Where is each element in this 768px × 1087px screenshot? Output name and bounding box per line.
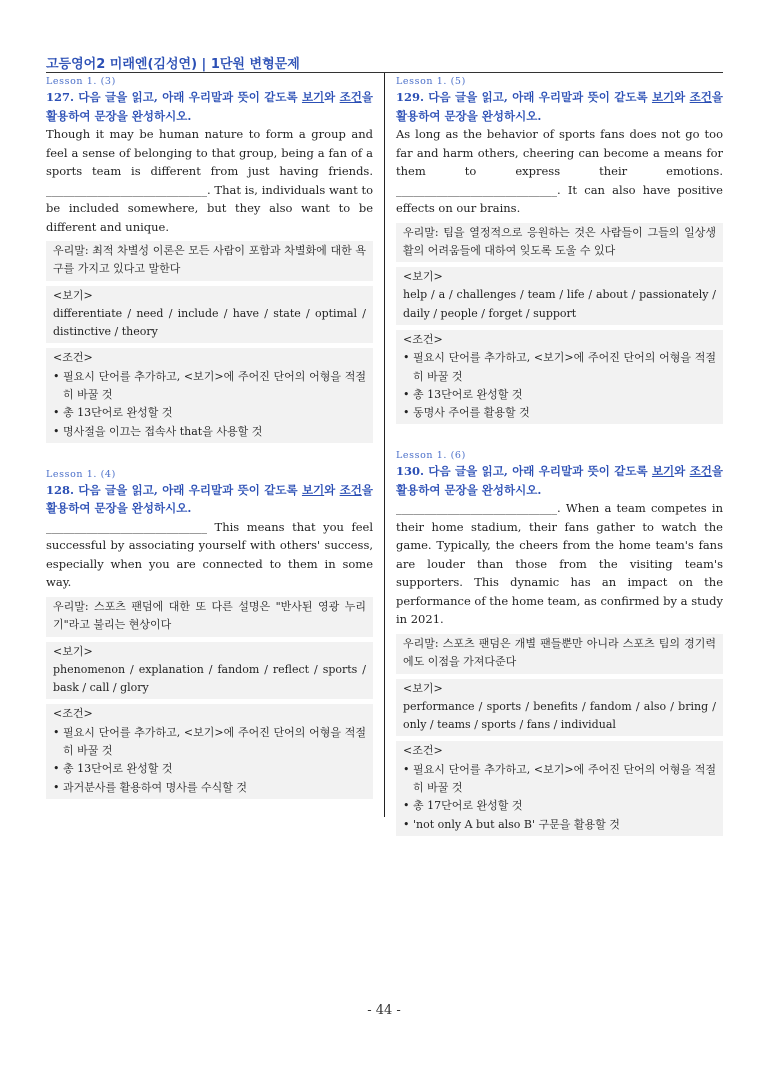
question-title-text: 127. 다음 글을 읽고, 아래 우리말과 뜻이 같도록: [46, 90, 302, 104]
bogi-label: <보기>: [403, 270, 443, 284]
bogi-words: performance / sports / benefits / fandom / also / bring / only / teams / sports / fans / individual: [403, 699, 716, 732]
jogeon-keyword: 조건: [689, 90, 712, 104]
question-title: [396, 88, 723, 125]
question-128: [46, 469, 373, 799]
condition-item: • 'not only A but also B' 구문을 활용할 것: [403, 816, 716, 834]
column-divider: [384, 73, 385, 817]
bogi-label: <보기>: [53, 288, 93, 302]
page-title: 고등영어2 미래엔(김성연) | 1단원 변형문제: [46, 57, 300, 72]
question-title-text: 129. 다음 글을 읽고, 아래 우리말과 뜻이 같도록: [396, 90, 652, 104]
conditions-label: <조건>: [53, 707, 93, 721]
page-number: - 44 -: [367, 1003, 401, 1018]
passage: As long as the behavior of sports fans does not go too far and harm others, cheering can become a means for them to express their emotions. ____________________________. It can also have positive effects on our brains.: [396, 127, 723, 215]
bogi-keyword: 보기: [651, 90, 675, 104]
condition-item: • 필요시 단어를 추가하고, <보기>에 주어진 단어의 어형을 적절히 바꿀 것: [53, 724, 366, 761]
condition-item: • 총 13단어로 완성할 것: [403, 386, 716, 404]
question-title: [396, 462, 723, 499]
lesson-label: Lesson 1. (5): [396, 76, 466, 87]
question-title: [46, 481, 373, 518]
condition-item: • 필요시 단어를 추가하고, <보기>에 주어진 단어의 어형을 적절히 바꿀 것: [403, 349, 716, 386]
question-title-text: 을 활용하여 문장을 완성하시오.: [396, 90, 723, 123]
condition-item: • 총 13단어로 완성할 것: [53, 760, 366, 778]
question-title-text: 와: [674, 464, 690, 479]
question-title-text: 128. 다음 글을 읽고, 아래 우리말과 뜻이 같도록: [46, 482, 302, 497]
conditions-label: <조건>: [403, 744, 443, 758]
jogeon-keyword: 조건: [339, 482, 362, 497]
left-column: [46, 76, 373, 799]
conditions-box: [46, 704, 373, 798]
passage: Though it may be human nature to form a group and feel a sense of belonging to that group, being a fan of a sports team is different from just having friends. ____________________________. That is, individuals want to be included somewhere, but they also want to be different and unique.: [46, 127, 373, 234]
bogi-keyword: 보기: [301, 90, 325, 104]
condition-item: • 총 17단어로 완성할 것: [403, 797, 716, 815]
bogi-box: [396, 679, 723, 737]
bogi-box: [396, 267, 723, 325]
question-title-text: 을 활용하여 문장을 완성하시오.: [46, 482, 373, 516]
right-column: [396, 76, 723, 836]
bogi-box: [46, 642, 373, 700]
passage: ____________________________ This means that you feel successful by associating yourself with others' success, especially when you are connected to them in some way.: [46, 519, 373, 590]
conditions-label: <조건>: [403, 332, 443, 346]
bogi-label: <보기>: [53, 644, 93, 658]
condition-item: • 명사절을 이끄는 접속사 that을 사용할 것: [53, 423, 366, 441]
jogeon-keyword: 조건: [339, 90, 362, 104]
question-127: [46, 76, 373, 443]
bogi-keyword: 보기: [301, 482, 325, 497]
korean-translation-box: 우리말: 스포츠 팬덤은 개별 팬들뿐만 아니라 스포츠 팀의 경기력에도 이점을 가져다준다: [396, 634, 723, 674]
passage: ____________________________. When a team competes in their home stadium, their fans gather to watch the game. Typically, the cheers from the home team's fans are louder than those from the visiting team's supporters. This dynamic has an impact on the performance of the home team, as confirmed by a study in 2021.: [396, 501, 723, 627]
question-title: [46, 88, 373, 125]
korean-translation-box: 우리말: 스포츠 팬덤에 대한 또 다른 설명은 "반사된 영광 누리기"라고 불리는 현상이다: [46, 597, 373, 637]
question-title-text: 와: [324, 482, 340, 497]
bogi-words: phenomenon / explanation / fandom / reflect / sports / bask / call / glory: [53, 662, 366, 695]
conditions-label: <조건>: [53, 351, 93, 365]
jogeon-keyword: 조건: [689, 464, 712, 479]
bogi-box: [46, 286, 373, 344]
lesson-label: Lesson 1. (4): [46, 468, 116, 480]
question-130: [396, 450, 723, 835]
condition-item: • 과거분사를 활용하여 명사를 수식할 것: [53, 779, 366, 797]
bogi-words: help / a / challenges / team / life / about / passionately / daily / people / forget / support: [403, 288, 716, 320]
question-title-text: 을 활용하여 문장을 완성하시오.: [396, 464, 723, 497]
condition-item: • 동명사 주어를 활용할 것: [403, 404, 716, 422]
korean-translation-box: 우리말: 팀을 열정적으로 응원하는 것은 사람들이 그들의 일상생활의 어려움들에 대하여 잊도록 도울 수 있다: [396, 223, 723, 263]
conditions-box: [396, 330, 723, 424]
korean-translation-box: 우리말: 최적 차별성 이론은 모든 사람이 포함과 차별화에 대한 욕구를 가지고 있다고 말한다: [46, 241, 373, 281]
conditions-box: [46, 348, 373, 442]
bogi-words: differentiate / need / include / have / state / optimal / distinctive / theory: [53, 306, 366, 339]
lesson-label: Lesson 1. (6): [396, 450, 466, 462]
lesson-label: Lesson 1. (3): [46, 76, 116, 87]
condition-item: • 필요시 단어를 추가하고, <보기>에 주어진 단어의 어형을 적절히 바꿀 것: [53, 368, 366, 405]
condition-item: • 필요시 단어를 추가하고, <보기>에 주어진 단어의 어형을 적절히 바꿀 것: [403, 761, 716, 798]
question-title-text: 와: [324, 90, 340, 104]
question-title-text: 와: [674, 90, 690, 104]
condition-item: • 총 13단어로 완성할 것: [53, 404, 366, 422]
conditions-box: [396, 741, 723, 835]
question-129: [396, 76, 723, 424]
question-title-text: 을 활용하여 문장을 완성하시오.: [46, 90, 373, 123]
bogi-label: <보기>: [403, 681, 443, 695]
bogi-keyword: 보기: [651, 464, 675, 479]
question-title-text: 130. 다음 글을 읽고, 아래 우리말과 뜻이 같도록: [396, 464, 652, 479]
